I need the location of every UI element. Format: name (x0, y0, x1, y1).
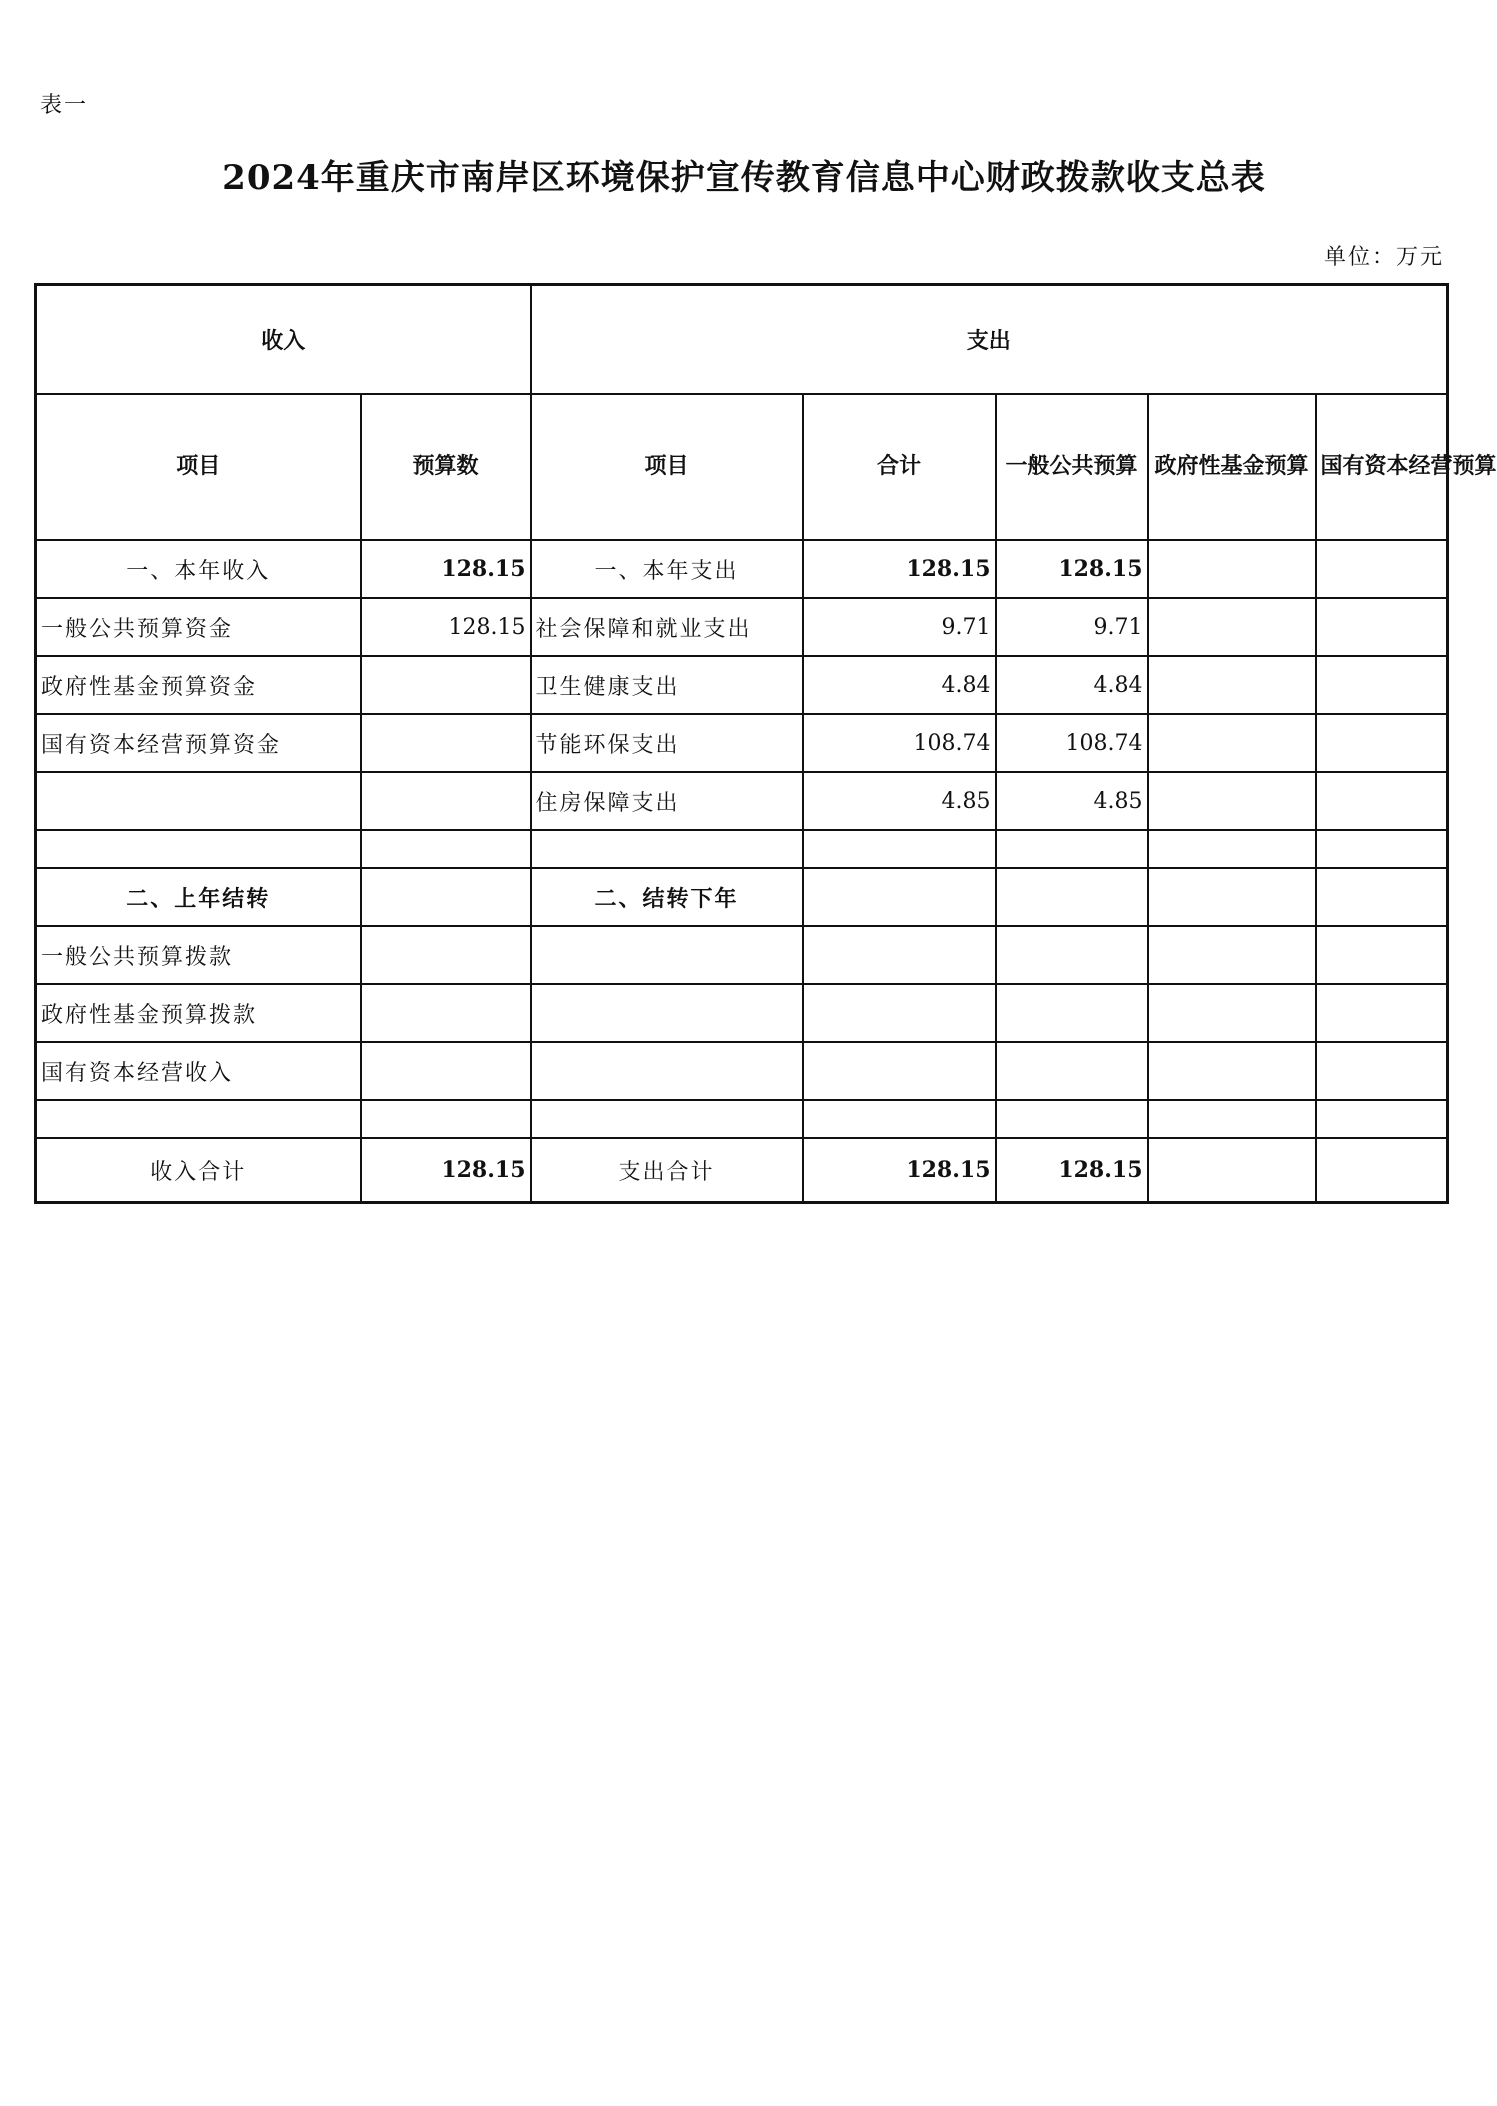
state-capital-cell (1316, 772, 1448, 830)
gov-fund-cell (1148, 926, 1316, 984)
expense-item-cell: 一、本年支出 (531, 540, 803, 598)
expense-item-header: 项目 (531, 394, 803, 540)
total-cell: 128.15 (803, 1138, 996, 1203)
state-capital-cell (1316, 926, 1448, 984)
header-row-group (36, 285, 1448, 395)
total-cell (803, 984, 996, 1042)
empty-row (36, 1100, 1448, 1138)
state-capital-cell (1316, 598, 1448, 656)
income-total-value: 128.15 (361, 1138, 531, 1203)
gov-fund-cell (1148, 714, 1316, 772)
table-row (36, 656, 1448, 714)
gov-fund-cell (1148, 868, 1316, 926)
gov-fund-cell (1148, 984, 1316, 1042)
total-cell (803, 868, 996, 926)
income-value-cell: 128.15 (361, 598, 531, 656)
table-row (36, 598, 1448, 656)
income-value-cell (361, 656, 531, 714)
state-capital-cell (1316, 1138, 1448, 1203)
total-cell: 108.74 (803, 714, 996, 772)
income-value-cell (361, 984, 531, 1042)
income-item-header: 项目 (36, 394, 361, 540)
page-title: 2024年重庆市南岸区环境保护宣传教育信息中心财政拨款收支总表 (222, 158, 1266, 198)
income-item-cell: 二、上年结转 (36, 868, 361, 926)
document-label: 表一 (40, 93, 89, 118)
table-row (36, 926, 1448, 984)
state-capital-cell (1316, 1042, 1448, 1100)
general-public-cell: 4.85 (996, 772, 1148, 830)
total-cell: 9.71 (803, 598, 996, 656)
expense-item-cell: 节能环保支出 (531, 714, 803, 772)
general-public-cell: 9.71 (996, 598, 1148, 656)
expense-item-cell: 社会保障和就业支出 (531, 598, 803, 656)
total-cell (803, 1042, 996, 1100)
general-public-header: 一般公共预算 (996, 394, 1148, 540)
totals-row (36, 1138, 1448, 1203)
table-row (36, 772, 1448, 830)
state-capital-cell (1316, 868, 1448, 926)
general-public-cell (996, 1042, 1148, 1100)
gov-fund-cell (1148, 772, 1316, 830)
income-value-cell (361, 1042, 531, 1100)
budget-summary-table (34, 283, 1497, 1204)
state-capital-cell (1316, 714, 1448, 772)
gov-fund-header: 政府性基金预算 (1148, 394, 1316, 540)
general-public-cell (996, 926, 1148, 984)
general-public-cell: 128.15 (996, 1138, 1148, 1203)
general-public-cell: 4.84 (996, 656, 1148, 714)
gov-fund-cell (1148, 540, 1316, 598)
income-item-cell: 国有资本经营收入 (36, 1042, 361, 1100)
state-capital-header: 国有资本经营预算 (1316, 394, 1448, 540)
income-item-cell: 国有资本经营预算资金 (36, 714, 361, 772)
income-item-cell: 政府性基金预算资金 (36, 656, 361, 714)
income-total-label: 收入合计 (36, 1138, 361, 1203)
state-capital-cell (1316, 984, 1448, 1042)
general-public-cell: 128.15 (996, 540, 1148, 598)
state-capital-cell (1316, 656, 1448, 714)
expense-header: 支出 (531, 285, 1448, 395)
expense-total-label: 支出合计 (531, 1138, 803, 1203)
gov-fund-cell (1148, 1042, 1316, 1100)
income-value-cell (361, 714, 531, 772)
state-capital-cell (1316, 540, 1448, 598)
empty-row (36, 830, 1448, 868)
total-cell: 128.15 (803, 540, 996, 598)
expense-item-cell (531, 984, 803, 1042)
income-value-cell (361, 926, 531, 984)
income-value-cell: 128.15 (361, 540, 531, 598)
general-public-cell: 108.74 (996, 714, 1148, 772)
table-row (36, 868, 1448, 926)
expense-item-cell (531, 926, 803, 984)
gov-fund-cell (1148, 1138, 1316, 1203)
income-value-cell (361, 772, 531, 830)
income-item-cell (36, 772, 361, 830)
total-cell: 4.84 (803, 656, 996, 714)
table-row (36, 714, 1448, 772)
income-item-cell: 一、本年收入 (36, 540, 361, 598)
income-value-cell (361, 868, 531, 926)
income-header: 收入 (36, 285, 531, 395)
income-item-cell: 一般公共预算拨款 (36, 926, 361, 984)
table-row (36, 540, 1448, 598)
total-cell (803, 926, 996, 984)
expense-item-cell: 卫生健康支出 (531, 656, 803, 714)
table-row (36, 984, 1448, 1042)
income-item-cell: 政府性基金预算拨款 (36, 984, 361, 1042)
expense-item-cell (531, 1042, 803, 1100)
total-cell: 4.85 (803, 772, 996, 830)
general-public-cell (996, 984, 1148, 1042)
unit-label: 单位：万元 (1323, 245, 1444, 270)
gov-fund-cell (1148, 656, 1316, 714)
expense-item-cell: 二、结转下年 (531, 868, 803, 926)
general-public-cell (996, 868, 1148, 926)
total-header: 合计 (803, 394, 996, 540)
gov-fund-cell (1148, 598, 1316, 656)
table-row (36, 1042, 1448, 1100)
expense-item-cell: 住房保障支出 (531, 772, 803, 830)
header-row-columns (36, 394, 1448, 540)
income-item-cell: 一般公共预算资金 (36, 598, 361, 656)
income-budget-header: 预算数 (361, 394, 531, 540)
